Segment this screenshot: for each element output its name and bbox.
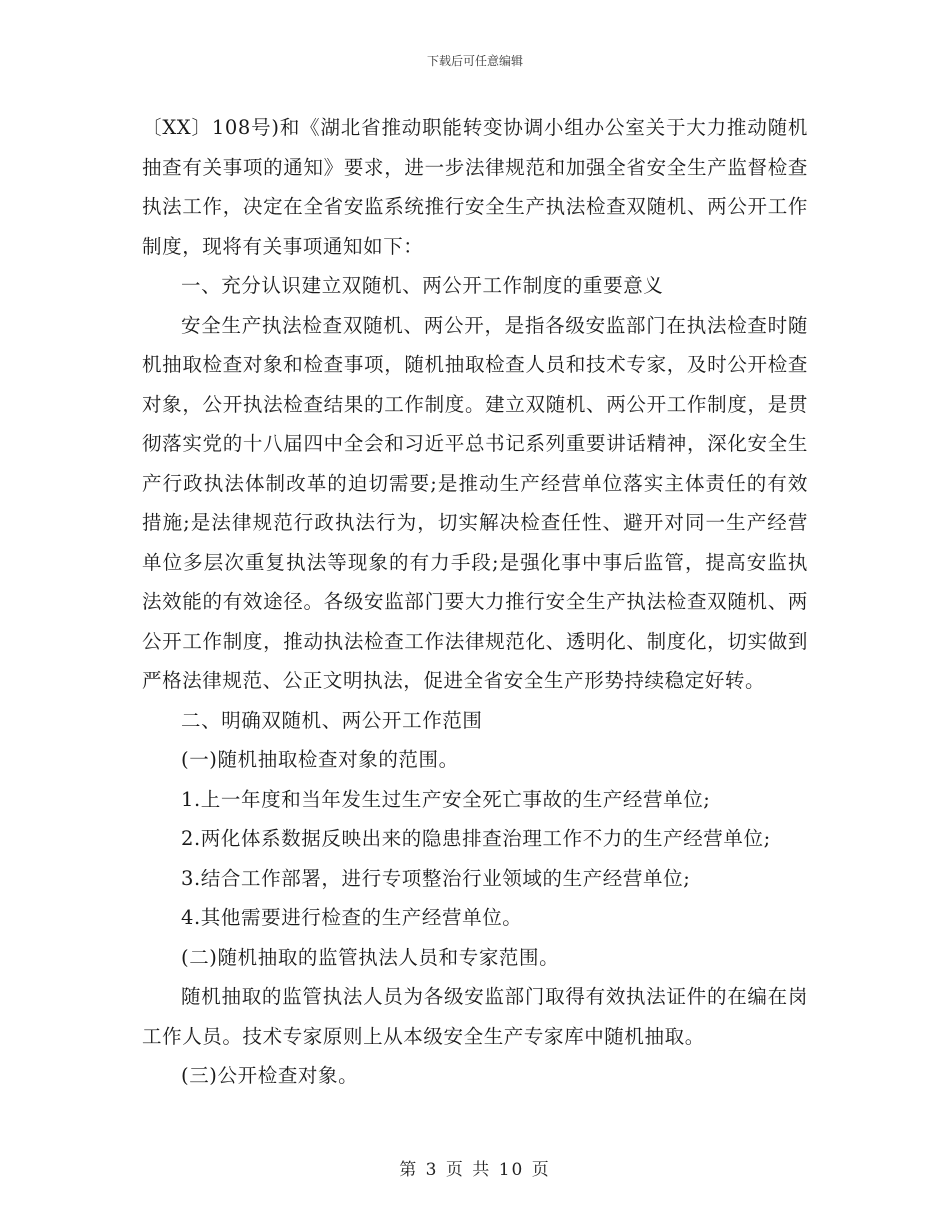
list-item: 3.结合工作部署，进行专项整治行业领域的生产经营单位;: [181, 866, 691, 890]
paragraph: 安全生产执法检查双随机、两公开，是指各级安监部门在执法检查时随机抽取检查对象和检查事项，随机抽取检查人员和技术专家，及时公开检查对象，公开执法检查结果的工作制度。建立双随机、两公开工作制度，是贯彻落实党的十八届四中全会和习近平总书记系列重要讲话精神，深化安全生产行政执法体制改革的迫切需要;是推动生产经营单位落实主体责任的有效措施;是法律规范行政执法行为，切实解决检查任性、避开对同一生产经营单位多层次重复执法等现象的有力手段;是强化事中事后监管，提高安监执法效能的有效途径。各级安监部门要大力推行安全生产执法检查双随机、两公开工作制度，推动执法检查工作法律规范化、透明化、制度化，切实做到严格法律规范、公正文明执法，促进全省安全生产形势持续稳定好转。: [142, 313, 808, 692]
subsection-heading: (二)随机抽取的监管执法人员和专家范围。: [181, 945, 560, 969]
list-item: 1.上一年度和当年发生过生产安全死亡事故的生产经营单位;: [181, 787, 711, 811]
header-note: 下载后可任意编辑: [426, 54, 523, 68]
subsection-heading: (三)公开检查对象。: [181, 1064, 359, 1087]
page-number: 第 3 页 共 10 页: [399, 1160, 551, 1180]
section-heading: 二、明确双随机、两公开工作范围: [181, 708, 483, 732]
document-body: [142, 108, 808, 1096]
paragraph: 随机抽取的监管执法人员为各级安监部门取得有效执法证件的在编在岗工作人员。技术专家原则上从本级安全生产专家库中随机抽取。: [142, 985, 808, 1048]
subsection-heading: (一)随机抽取检查对象的范围。: [181, 748, 459, 771]
list-item: 2.两化体系数据反映出来的隐患排查治理工作不力的生产经营单位;: [181, 827, 771, 850]
paragraph: 〔XX〕108号)和《湖北省推动职能转变协调小组办公室关于大力推动随机抽查有关事项的通知》要求，进一步法律规范和加强全省安全生产监督检查执法工作，决定在全省安监系统推行安全生产执法检查双随机、两公开工作制度，现将有关事项通知如下：: [142, 116, 808, 258]
section-heading: 一、充分认识建立双随机、两公开工作制度的重要意义: [181, 274, 664, 297]
list-item: 4.其他需要进行检查的生产经营单位。: [181, 906, 523, 929]
